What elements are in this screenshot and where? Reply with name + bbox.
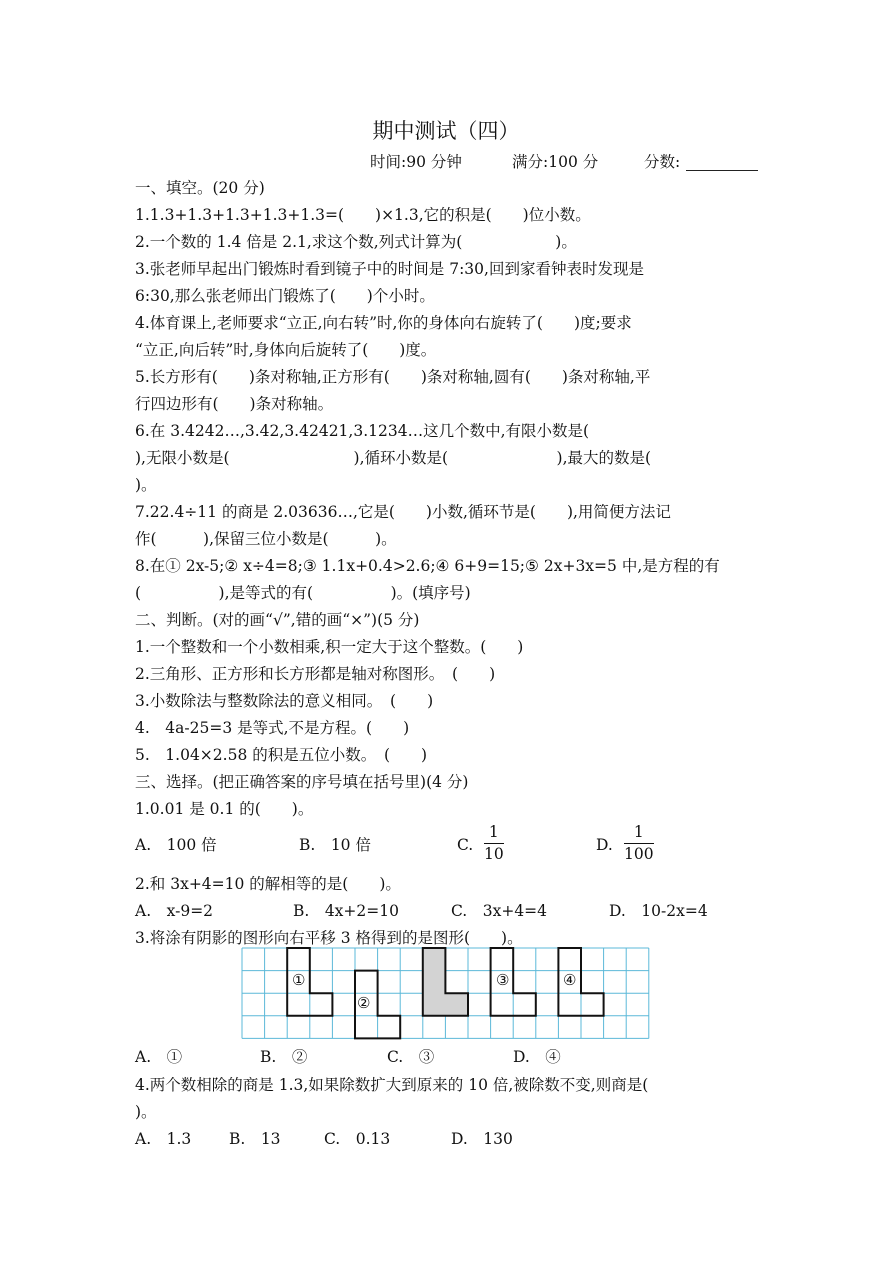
time-label: 时间:90 分钟: [370, 153, 462, 171]
option-b: B. 10 倍: [299, 836, 371, 854]
option-d: D. ④: [513, 1048, 561, 1066]
question-line: 4. 4a-25=3 是等式,不是方程。( ): [135, 719, 410, 737]
option-a: A. ①: [135, 1048, 183, 1066]
shape-label-4: ④: [563, 971, 577, 989]
question-line: 2.三角形、正方形和长方形都是轴对称图形。 ( ): [135, 665, 496, 683]
option-c: C. 3x+4=4: [451, 902, 548, 920]
page-title: 期中测试（四）: [372, 119, 520, 143]
question-line: ),无限小数是( ),循环小数是( ),最大的数是(: [135, 449, 652, 467]
question-line: 1.一个整数和一个小数相乘,积一定大于这个整数。( ): [135, 638, 524, 656]
question-line: 5.长方形有( )条对称轴,正方形有( )条对称轴,圆有( )条对称轴,平: [135, 368, 651, 386]
question-line: 3.将涂有阴影的图形向右平移 3 格得到的是图形( )。: [135, 929, 523, 947]
option-c: C. ③: [387, 1048, 435, 1066]
option-b: B. 4x+2=10: [293, 902, 399, 920]
question-line: 7.22.4÷11 的商是 2.03636…,它是( )小数,循环节是( ),用简便方法记: [135, 503, 671, 521]
fraction-denominator: 10: [484, 845, 504, 863]
fraction-numerator: 1: [488, 823, 499, 841]
question-line: )。: [135, 1103, 157, 1121]
question-line: 6:30,那么张老师出门锻炼了( )个小时。: [135, 287, 435, 305]
full-score-label: 满分:100 分: [512, 153, 599, 171]
option-d: D. 130: [451, 1130, 513, 1148]
fraction-denominator: 100: [624, 845, 654, 863]
option-c: C. 0.13: [324, 1130, 391, 1148]
question-line: 3.小数除法与整数除法的意义相同。 ( ): [135, 692, 434, 710]
question-line: 作( ),保留三位小数是( )。: [135, 530, 397, 548]
question-line: 2.一个数的 1.4 倍是 2.1,求这个数,列式计算为( )。: [135, 233, 577, 251]
question-line: 1.1.3+1.3+1.3+1.3+1.3=( )×1.3,它的积是( )位小数。: [135, 206, 591, 224]
score-label: 分数:: [644, 153, 681, 171]
question-line: 行四边形有( )条对称轴。: [135, 395, 334, 413]
option-a: A. 1.3: [135, 1130, 192, 1148]
shape-label-1: ①: [292, 971, 306, 989]
question-line: 4.体育课上,老师要求“立正,向右转”时,你的身体向右旋转了( )度;要求: [135, 314, 632, 332]
question-line: 6.在 3.4242…,3.42,3.42421,3.1234…这几个数中,有限小数是(: [135, 422, 590, 440]
section-2-heading: 二、判断。(对的画“√”,错的画“×”)(5 分): [135, 611, 420, 629]
option-d: D. 10-2x=4: [609, 902, 708, 920]
question-line: ( ),是等式的有( )。(填序号): [135, 584, 471, 602]
option-a: A. 100 倍: [135, 836, 217, 854]
question-line: 2.和 3x+4=10 的解相等的是( )。: [135, 875, 401, 893]
question-line: 5. 1.04×2.58 的积是五位小数。 ( ): [135, 746, 428, 764]
option-c-label: C.: [457, 836, 474, 854]
question-line: 3.张老师早起出门锻炼时看到镜子中的时间是 7:30,回到家看钟表时发现是: [135, 260, 644, 278]
shape-label-2: ②: [357, 994, 371, 1012]
section-3-heading: 三、选择。(把正确答案的序号填在括号里)(4 分): [135, 773, 469, 791]
question-line: 1.0.01 是 0.1 的( )。: [135, 800, 314, 818]
shape-label-3: ③: [496, 971, 510, 989]
section-1-heading: 一、填空。(20 分): [135, 179, 265, 197]
question-line: “立正,向后转”时,身体向后旋转了( )度。: [135, 341, 437, 359]
question-line: )。: [135, 476, 157, 494]
option-d-label: D.: [596, 836, 613, 854]
question-line: 8.在① 2x-5;② x÷4=8;③ 1.1x+0.4>2.6;④ 6+9=15;⑤ 2x+3x=5 中,是方程的有: [135, 557, 720, 575]
fraction-numerator: 1: [633, 823, 644, 841]
l-shape-shaded: [423, 948, 468, 1016]
option-b: B. 13: [229, 1130, 281, 1148]
option-b: B. ②: [260, 1048, 308, 1066]
question-line: 4.两个数相除的商是 1.3,如果除数扩大到原来的 10 倍,被除数不变,则商是(: [135, 1076, 649, 1094]
option-a: A. x-9=2: [135, 902, 214, 920]
